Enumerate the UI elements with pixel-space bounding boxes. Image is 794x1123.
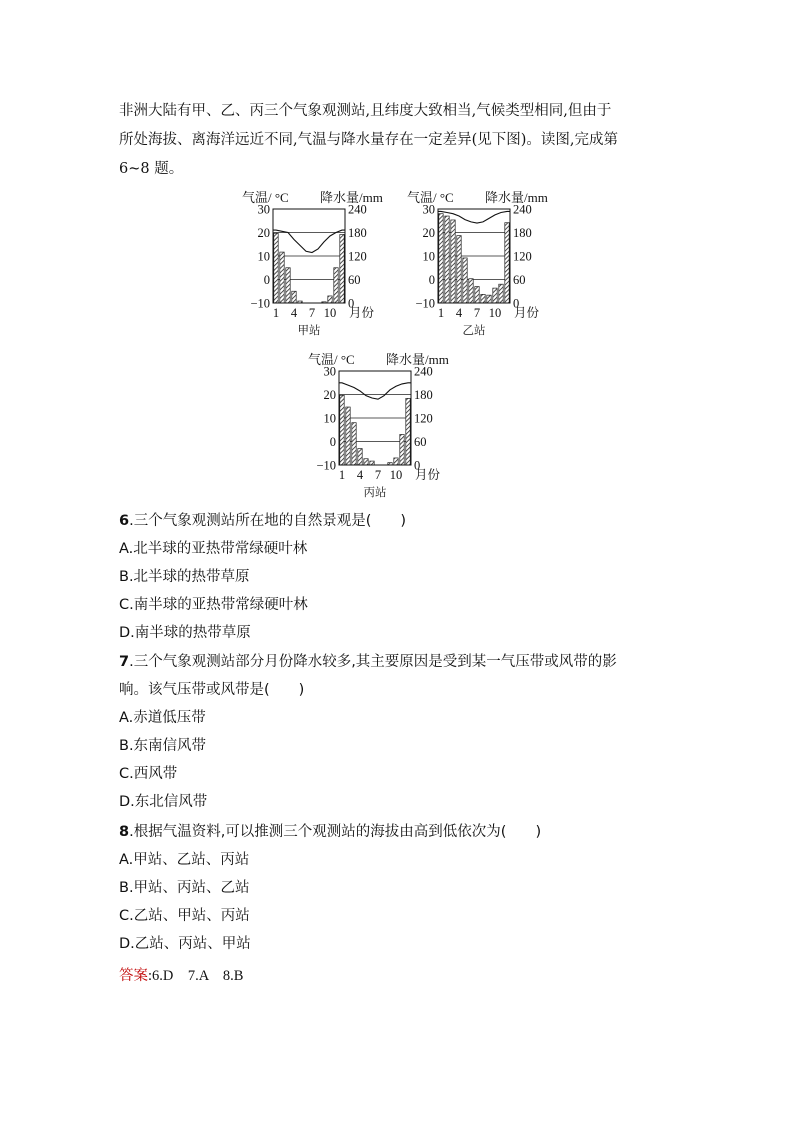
precip-bar — [352, 423, 356, 465]
precip-bar — [451, 220, 455, 303]
left-axis-label: 气温/ °C — [242, 190, 289, 205]
month-tick-label: 1 — [272, 306, 280, 320]
precip-bar — [481, 294, 485, 303]
month-tick-label: 7 — [374, 468, 382, 482]
temperature-tick-label: −10 — [316, 458, 336, 473]
precip-bar — [493, 288, 497, 303]
precip-bar — [400, 434, 404, 465]
intro-line-3: 6~8 题。 — [119, 161, 184, 177]
precip-bar — [463, 258, 467, 303]
precip-bar — [475, 287, 479, 303]
precip-tick-label: 0 — [348, 296, 355, 311]
precip-bar — [364, 459, 368, 465]
precip-bar — [469, 279, 473, 303]
intro-line-2: 所处海拔、离海洋远近不同,气温与降水量存在一定差异(见下图)。读图,完成第 — [119, 132, 619, 148]
station-title: 丙站 — [363, 487, 387, 499]
question-8-text: .根据气温资料,可以推测三个观测站的海拔由高到低依次为( ) — [129, 824, 542, 840]
question-7-option-b: B.东南信风带 — [119, 738, 207, 754]
answer-text: :6.D 7.A 8.B — [148, 968, 244, 984]
temperature-tick-label: 10 — [257, 249, 270, 264]
precip-bar — [370, 461, 374, 465]
precip-bar — [334, 268, 338, 303]
precip-bar — [394, 458, 398, 465]
month-tick-label: 1 — [437, 306, 445, 320]
precip-bar — [505, 223, 509, 303]
precip-bar — [445, 216, 449, 303]
question-6-option-a: A.北半球的亚热带常绿硬叶林 — [119, 541, 308, 557]
question-6-stem — [119, 507, 689, 535]
temperature-tick-label: 0 — [263, 273, 270, 287]
right-axis-label: 降水量/mm — [485, 190, 548, 205]
x-axis-label: 月份 — [514, 306, 540, 320]
precip-bar — [340, 234, 344, 303]
precip-bar — [457, 236, 461, 303]
precip-bar — [499, 284, 503, 303]
precip-tick-label: 0 — [513, 296, 520, 311]
precip-bar — [340, 395, 344, 465]
question-6-text: .三个气象观测站所在地的自然景观是( ) — [129, 513, 407, 529]
temperature-tick-label: 0 — [329, 435, 336, 449]
precip-tick-label: 180 — [513, 226, 532, 240]
question-7 — [119, 648, 689, 816]
left-axis-label: 气温/ °C — [407, 190, 454, 205]
precip-bar — [328, 296, 332, 303]
precip-bar — [286, 268, 290, 303]
question-8-option-a: A.甲站、乙站、丙站 — [119, 852, 250, 868]
precip-bar — [274, 233, 278, 303]
temperature-tick-label: 20 — [422, 226, 435, 240]
precip-tick-label: 180 — [414, 388, 433, 402]
precip-bar — [487, 295, 491, 303]
temperature-tick-label: 10 — [323, 411, 336, 426]
precip-bar — [358, 449, 362, 465]
temperature-tick-label: −10 — [415, 296, 435, 311]
question-7-stem — [119, 648, 689, 676]
question-8-option-b: B.甲站、丙站、乙站 — [119, 880, 250, 896]
station-title: 乙站 — [462, 325, 486, 337]
month-tick-label: 7 — [473, 306, 481, 320]
question-8 — [119, 818, 689, 958]
precip-bar — [406, 398, 410, 465]
question-7-option-c: C.西风带 — [119, 766, 178, 782]
precip-tick-label: 240 — [348, 202, 367, 217]
month-tick-label: 4 — [356, 468, 364, 482]
question-6 — [119, 507, 689, 647]
climate-chart-yi-svg — [405, 185, 605, 345]
temperature-tick-label: 30 — [257, 202, 270, 217]
temperature-tick-label: −10 — [250, 296, 270, 311]
temperature-tick-label: 20 — [257, 226, 270, 240]
month-tick-label: 4 — [290, 306, 298, 320]
climate-chart-yi — [405, 185, 605, 345]
question-7-number: 7 — [119, 654, 130, 670]
right-axis-label: 降水量/mm — [320, 190, 383, 205]
precip-tick-label: 240 — [513, 202, 532, 217]
question-6-option-c: C.南半球的亚热带常绿硬叶林 — [119, 597, 308, 613]
month-tick-label: 7 — [308, 306, 316, 320]
temperature-line — [273, 230, 345, 252]
x-axis-label: 月份 — [349, 306, 375, 320]
temperature-tick-label: 20 — [323, 388, 336, 402]
precip-tick-label: 60 — [348, 273, 361, 287]
question-6-option-d: D.南半球的热带草原 — [119, 625, 251, 641]
precip-tick-label: 60 — [414, 435, 427, 449]
precip-bar — [346, 407, 350, 465]
precip-tick-label: 120 — [513, 249, 532, 264]
precip-tick-label: 60 — [513, 273, 526, 287]
month-tick-label: 10 — [389, 468, 403, 482]
month-tick-label: 10 — [488, 306, 502, 320]
precip-tick-label: 240 — [414, 364, 433, 379]
left-axis-label: 气温/ °C — [308, 352, 355, 367]
intro-line-1: 非洲大陆有甲、乙、丙三个气象观测站,且纬度大致相当,气候类型相同,但由于 — [119, 103, 612, 119]
answer-line — [119, 962, 243, 990]
climate-chart-bing-svg — [306, 347, 506, 507]
question-7-text-continued: 响。该气压带或风带是( ) — [119, 682, 305, 698]
question-7-text: .三个气象观测站部分月份降水较多,其主要原因是受到某一气压带或风带的影 — [129, 654, 617, 670]
climate-chart-bing — [306, 347, 506, 507]
question-6-number: 6 — [119, 513, 130, 529]
temperature-tick-label: 0 — [428, 273, 435, 287]
question-7-option-d: D.东北信风带 — [119, 794, 208, 810]
answer-label: 答案 — [119, 968, 148, 984]
temperature-tick-label: 10 — [422, 249, 435, 264]
question-8-number: 8 — [119, 824, 130, 840]
precip-bar — [292, 291, 296, 303]
precip-tick-label: 0 — [414, 458, 421, 473]
month-tick-label: 4 — [455, 306, 463, 320]
question-8-option-d: D.乙站、丙站、甲站 — [119, 936, 251, 952]
month-tick-label: 1 — [338, 468, 346, 482]
temperature-line — [339, 383, 411, 399]
station-title: 甲站 — [297, 325, 321, 337]
precip-tick-label: 120 — [414, 411, 433, 426]
right-axis-label: 降水量/mm — [386, 352, 449, 367]
precip-bar — [280, 252, 284, 303]
month-tick-label: 10 — [323, 306, 337, 320]
question-7-option-a: A.赤道低压带 — [119, 710, 206, 726]
x-axis-label: 月份 — [415, 468, 441, 482]
precip-tick-label: 180 — [348, 226, 367, 240]
question-6-option-b: B.北半球的热带草原 — [119, 569, 250, 585]
question-8-stem — [119, 818, 689, 846]
precip-bar — [439, 214, 443, 303]
precip-tick-label: 120 — [348, 249, 367, 264]
intro-paragraph — [119, 97, 679, 184]
temperature-tick-label: 30 — [323, 364, 336, 379]
temperature-tick-label: 30 — [422, 202, 435, 217]
question-8-option-c: C.乙站、甲站、丙站 — [119, 908, 250, 924]
